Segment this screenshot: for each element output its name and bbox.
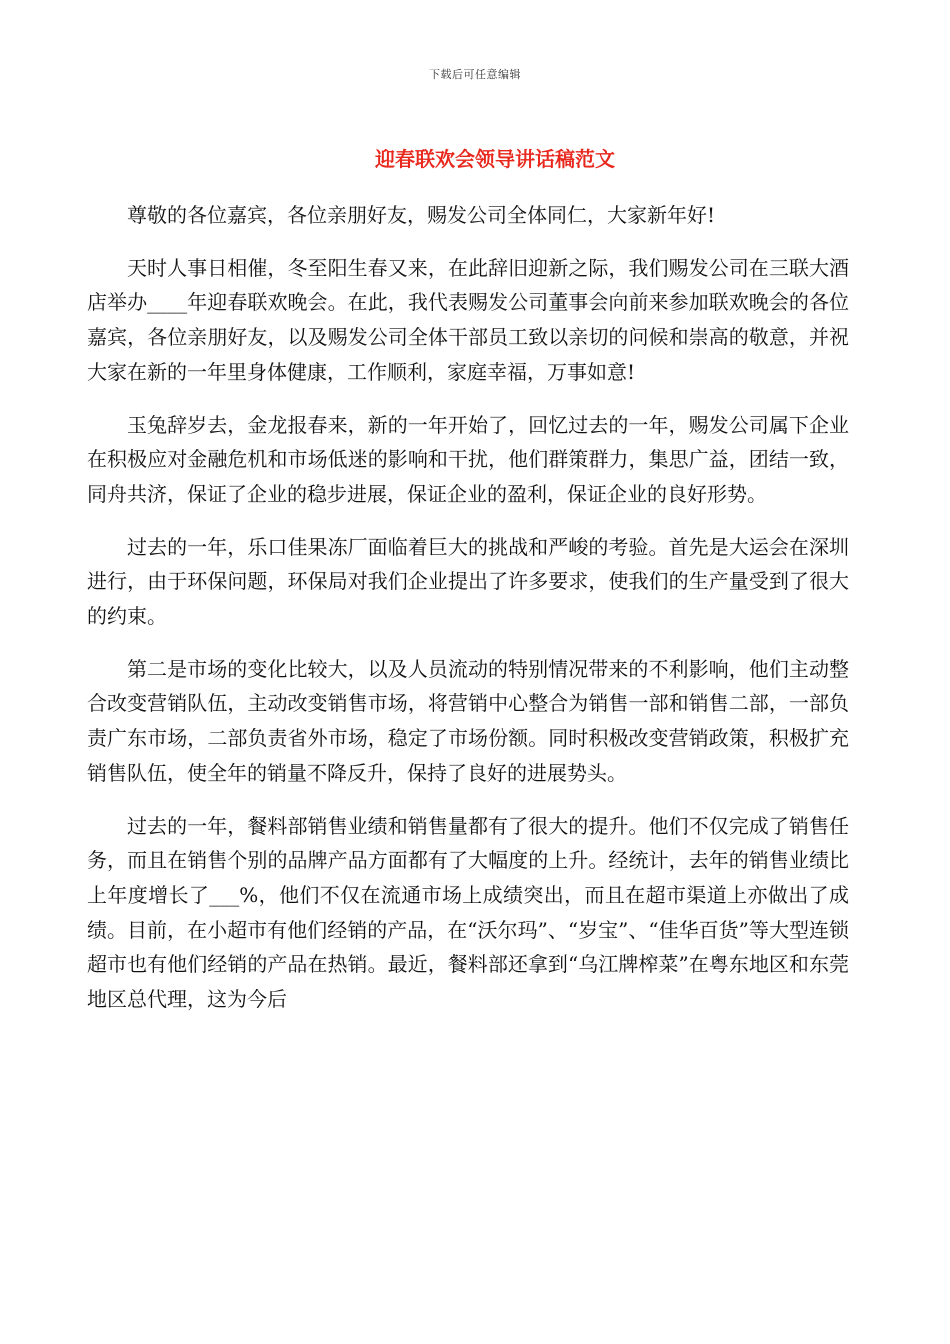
paragraph-catering-sales: 过去的一年，餐料部销售业绩和销售量都有了很大的提升。他们不仅完成了销售任务，而且在销售个别的品牌产品方面都有了大幅度的上升。经统计，去年的销售业绩比上年度增长了___%，他们不仅在流通市场上成绩突出，而且在超市渠道上亦做出了成绩。目前，在小超市有他们经销的产品，在“沃尔玛”、“岁宝”、“佳华百货”等大型连锁超市也有他们经销的产品在热销。最近，餐料部还拿到“乌江牌榨菜”在粤东地区和东莞地区总代理，这为今后 [87, 813, 849, 1012]
paragraph-review: 玉兔辞岁去，金龙报春来，新的一年开始了，回忆过去的一年，赐发公司属下企业在积极应对金融危机和市场低迷的影响和干扰，他们群策群力，集思广益，团结一致，同舟共济，保证了企业的稳步进展，保证企业的盈利，保证企业的良好形势。 [87, 412, 849, 506]
document-body [87, 198, 849, 1035]
header-note: 下载后可任意编辑 [429, 68, 521, 81]
document-title: 迎春联欢会领导讲话稿范文 [375, 147, 615, 171]
paragraph-market-changes: 第二是市场的变化比较大，以及人员流动的特别情况带来的不利影响，他们主动整合改变营销队伍，主动改变销售市场，将营销中心整合为销售一部和销售二部，一部负责广东市场，二部负责省外市场，稳定了市场份额。同时积极改变营销政策，积极扩充销售队伍，使全年的销量不降反升，保持了良好的进展势头。 [87, 656, 849, 785]
paragraph-greeting: 尊敬的各位嘉宾，各位亲朋好友，赐发公司全体同仁，大家新年好! [127, 203, 716, 227]
paragraph-opening: 天时人事日相催，冬至阳生春又来，在此辞旧迎新之际，我们赐发公司在三联大酒店举办____年迎春联欢晚会。在此，我代表赐发公司董事会向前来参加联欢晚会的各位嘉宾，各位亲朋好友，以及赐发公司全体干部员工致以亲切的问候和崇高的敬意，并祝大家在新的一年里身体健康，工作顺利，家庭幸福，万事如意! [87, 255, 849, 384]
paragraph-jelly-factory: 过去的一年，乐口佳果冻厂面临着巨大的挑战和严峻的考验。首先是大运会在深圳进行，由于环保问题，环保局对我们企业提出了许多要求，使我们的生产量受到了很大的约束。 [87, 534, 849, 629]
